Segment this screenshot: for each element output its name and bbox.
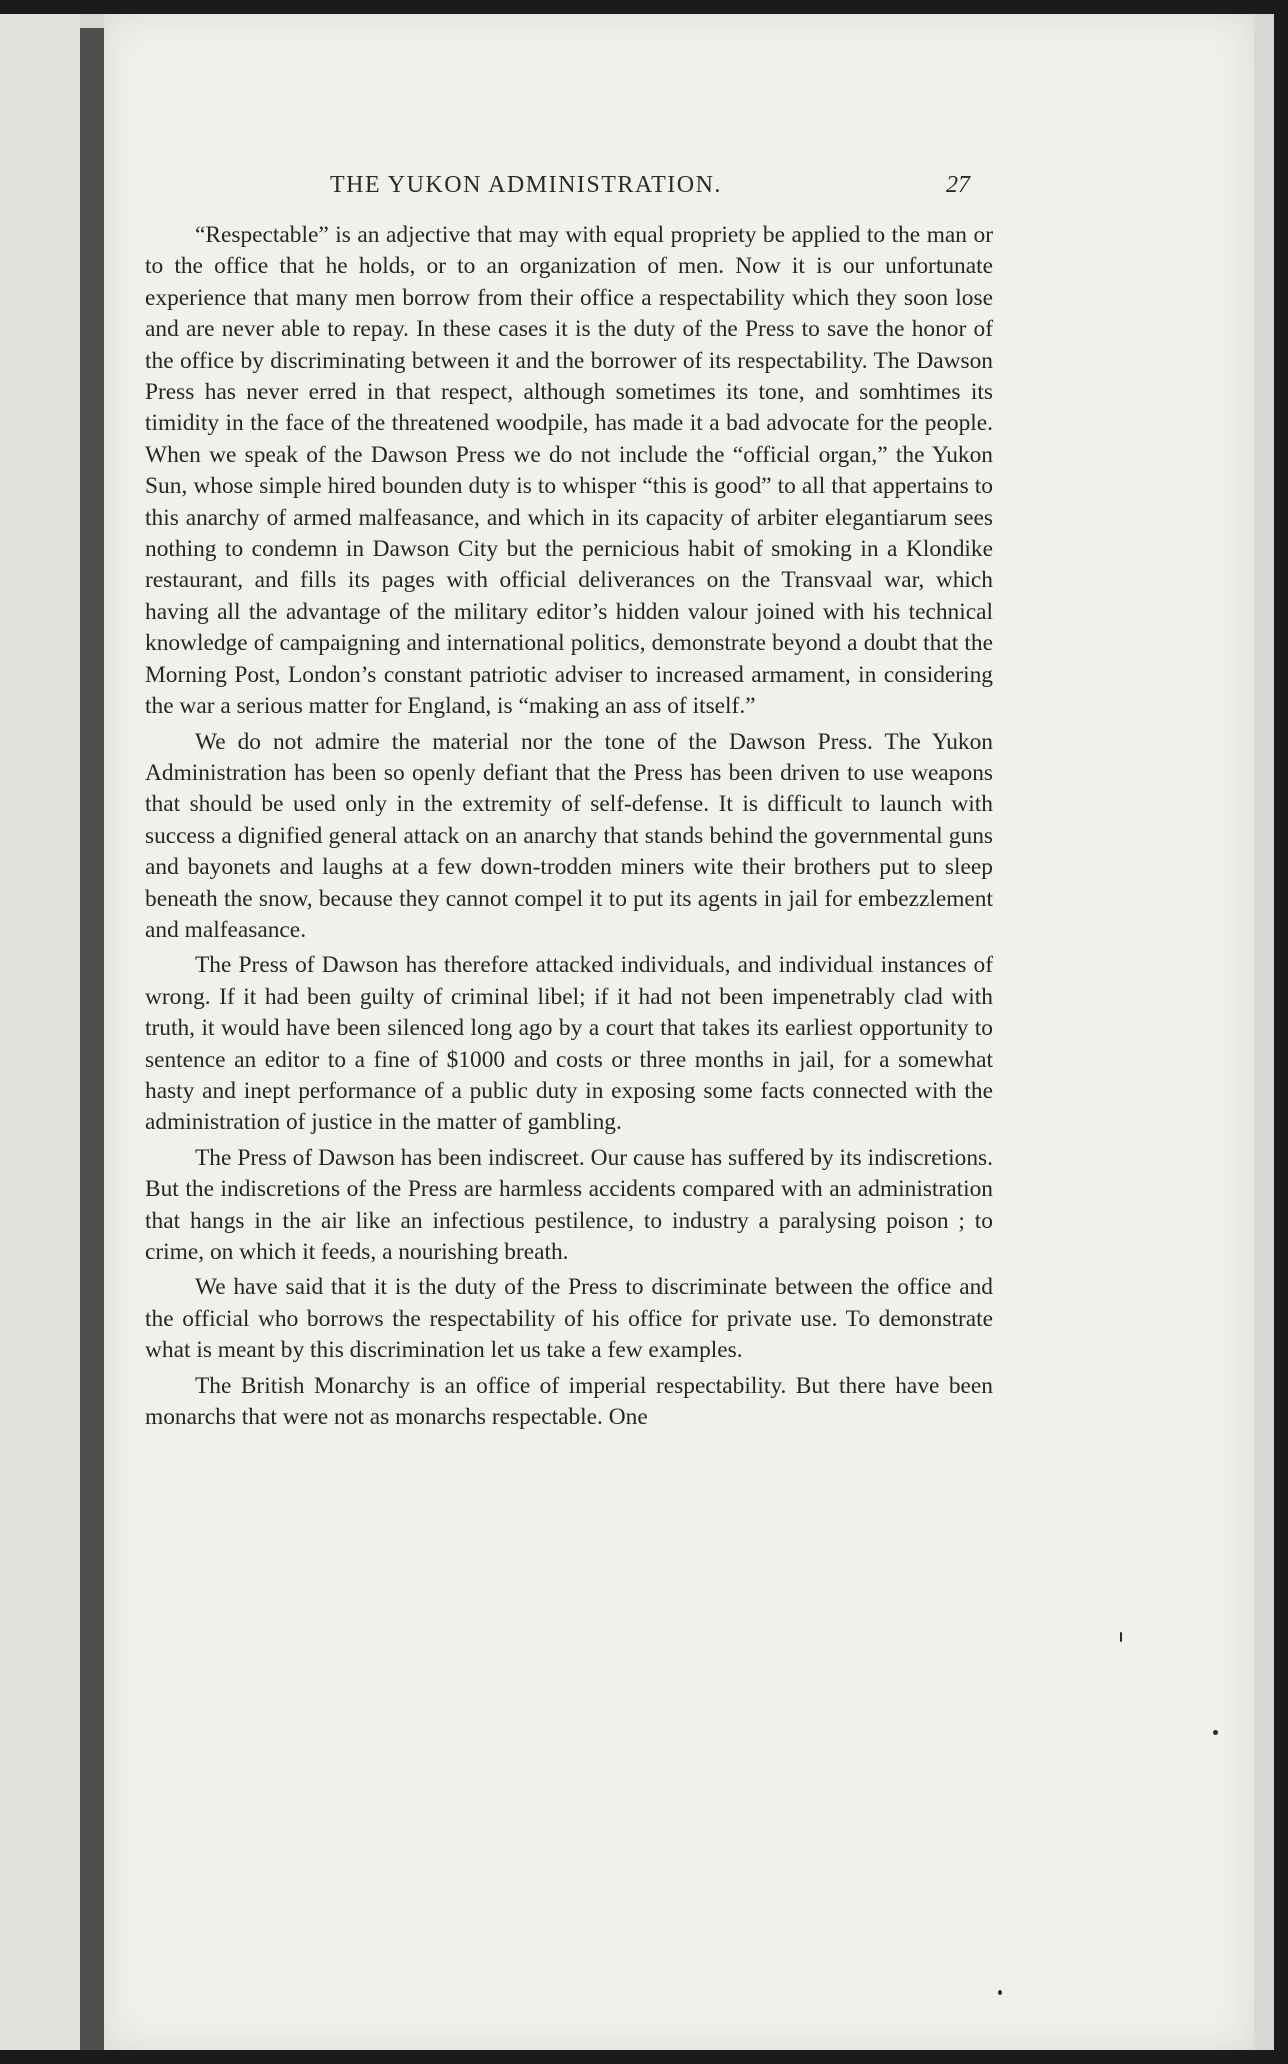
paragraph: We have said that it is the duty of the Press to discriminate between the office and the official who borrows the respectability of his office for private use. To demonstrate what is meant by this discrimination let us take a few examples. [145, 1274, 993, 1364]
scan-edge-top [0, 0, 1288, 14]
paragraph: The Press of Dawson has been indiscreet. Our cause has suffered by its indiscretions. But the indiscretions of the Press are harmless accidents compared with an administration that hangs in the air like an infectious pestilence, to industry a paralysing poison ; to crime, on which it feeds, a nourishing breath. [145, 1144, 993, 1265]
paragraph: “Respectable” is an adjective that may with equal propriety be applied to the man or to the office that he holds, or to an organization of men. Now it is our unfortunate experience that many men borrow from their office a respectability which they soon lose and are never able to repay. In these cases it is the duty of the Press to save the honor of the office by discriminating between it and the borrower of its respectability. The Dawson Press has never erred in that respect, although sometimes its tone, and somhtimes its timidity in the face of the threatened woodpile, has made it a bad advocate for the people. When we speak of the Dawson Press we do not include the “official organ,” the Yukon Sun, whose simple hired bounden duty is to whisper “this is good” to all that appertains to this anarchy of armed malfeasance, and which in its capacity of arbiter elegantiarum sees nothing to condemn in Dawson City but the pernicious habit of smoking in a Klondike restaurant, and fills its pages with official deliverances on the Transvaal war, which having all the advantage of the military editor’s hidden valour joined with his technical knowledge of campaigning and international politics, demonstrate beyond a doubt that the Morning Post, London’s constant patriotic adviser to increased armament, in considering the war a serious matter for England, is “making an ass of itself.” [145, 222, 993, 720]
binding-shadow [80, 28, 104, 2050]
paragraph: The Press of Dawson has therefore attacked individuals, and individual instances of wrong. If it had been guilty of criminal libel; if it had not been impenetrably clad with truth, it would have been silenced long ago by a court that takes its earliest opportunity to sentence an editor to a fine of $1000 and costs or three months in jail, for a somewhat hasty and inept performance of a public duty in exposing some facts connected with the administration of justice in the matter of gambling. [145, 952, 993, 1136]
scan-edge-bottom [0, 2050, 1288, 2064]
running-title: THE YUKON ADMINISTRATION. [330, 172, 722, 198]
paragraph: We do not admire the material nor the tone of the Dawson Press. The Yukon Administration has been so openly defiant that the Press has been driven to use weapons that should be used only in the extremity of self-defense. It is difficult to launch with success a dignified general attack on an anarchy that stands behind the governmental guns and bayonets and laughs at a few down-trodden miners wite their brothers put to sleep beneath the snow, because they cannot compel it to put its agents in jail for embezzlement and malfeasance. [145, 728, 993, 943]
dust-speck [1213, 1730, 1218, 1735]
page-number: 27 [946, 172, 970, 198]
dust-speck [998, 1990, 1002, 1995]
body-text [145, 220, 993, 1433]
left-margin [0, 14, 80, 2050]
scan-edge-right [1274, 0, 1288, 2064]
paragraph: The British Monarchy is an office of imperial respectability. But there have been monarchs that were not as monarchs respectable. One [145, 1372, 993, 1431]
dust-speck [1120, 1632, 1122, 1642]
running-header [330, 172, 970, 212]
